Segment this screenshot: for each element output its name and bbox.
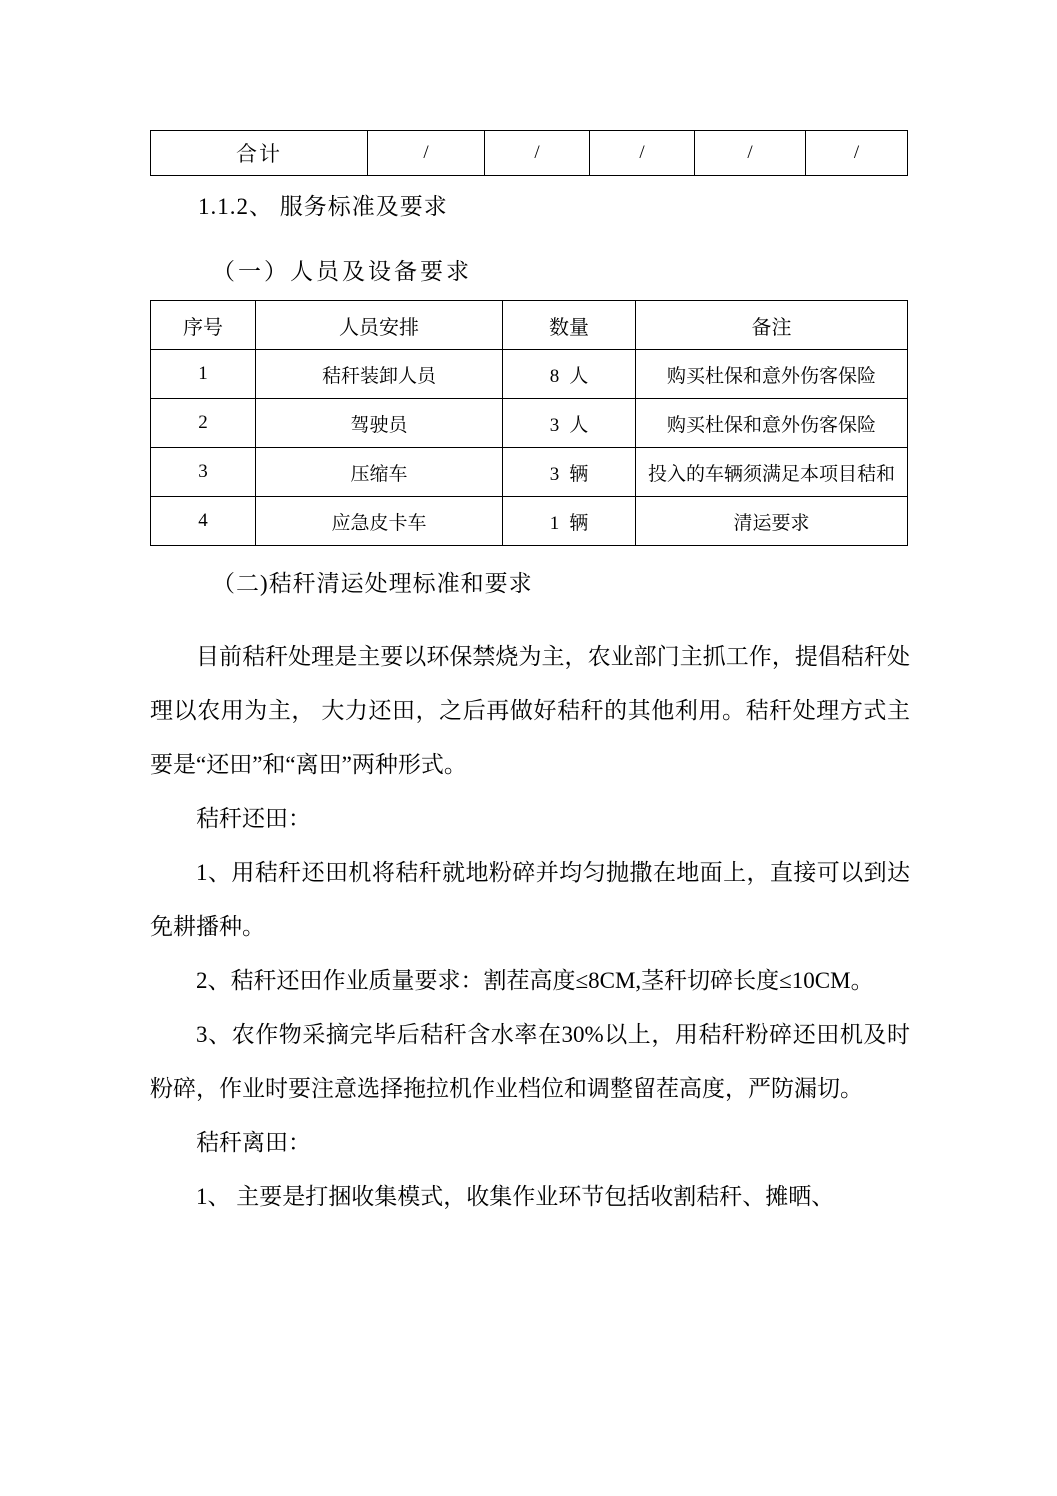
body-content [150,630,910,1224]
row-quantity-number: 3 [549,463,560,485]
row-quantity-unit: 辆 [569,512,589,534]
row-index: 3 [151,448,256,497]
row-role: 应急皮卡车 [256,497,503,546]
paragraph: 秸秆还田： [196,806,311,831]
row-note: 清运要求 [636,497,908,546]
summary-cell: / [590,131,695,176]
header-note: 备注 [636,301,908,350]
header-quantity: 数量 [503,301,636,350]
row-quantity [503,448,636,497]
row-quantity-unit: 辆 [569,463,589,485]
summary-table [150,130,908,176]
staff-equipment-table [150,300,908,546]
row-role: 驾驶员 [256,399,503,448]
summary-cell: / [485,131,590,176]
row-quantity-number: 8 [549,365,560,387]
table-row [151,448,908,497]
row-quantity [503,350,636,399]
row-quantity-number: 1 [549,512,560,534]
header-index: 序号 [151,301,256,350]
subsection-a-title: （一）人员及设备要求 [212,259,472,284]
summary-label: 合计 [151,131,368,176]
row-role: 压缩车 [256,448,503,497]
paragraph: 3、农作物采摘完毕后秸秆含水率在30%以上，用秸秆粉碎还田机及时粉碎，作业时要注意选择拖拉机作业档位和调整留茬高度，严防漏切。 [150,1022,910,1101]
row-role: 秸秆装卸人员 [256,350,503,399]
paragraph: 1、 主要是打捆收集模式，收集作业环节包括收割秸秆、摊晒、 [196,1184,835,1209]
row-index: 1 [151,350,256,399]
row-note: 购买杜保和意外伤客保险 [636,350,908,399]
section-number-title: 1.1.2、 服务标准及要求 [198,194,448,219]
row-quantity-unit: 人 [569,365,589,387]
paragraph: 1、用秸秆还田机将秸秆就地粉碎并均匀抛撒在地面上，直接可以到达免耕播种。 [150,860,910,939]
subsection-b-title: （二)秸秆清运处理标准和要求 [212,571,533,596]
table-row [151,131,908,176]
table-header-row [151,301,908,350]
row-index: 2 [151,399,256,448]
paragraph: 2、秸秆还田作业质量要求：割茬高度≤8CM,茎秆切碎长度≤10CM。 [196,968,874,993]
row-quantity [503,399,636,448]
summary-cell: / [695,131,806,176]
row-note: 购买杜保和意外伤客保险 [636,399,908,448]
summary-cell: / [368,131,485,176]
table-row [151,399,908,448]
table-row [151,350,908,399]
row-index: 4 [151,497,256,546]
paragraph: 秸秆离田： [196,1130,311,1155]
paragraph: 目前秸秆处理是主要以环保禁烧为主，农业部门主抓工作，提倡秸秆处理以农用为主， 大力还田，之后再做好秸秆的其他利用。秸秆处理方式主要是“还田”和“离田”两种形式。 [150,644,910,777]
header-role: 人员安排 [256,301,503,350]
row-quantity-number: 3 [549,414,560,436]
row-quantity [503,497,636,546]
row-quantity-unit: 人 [569,414,589,436]
table-row [151,497,908,546]
summary-cell: / [806,131,908,176]
row-note: 投入的车辆须满足本项目秸和 [636,448,908,497]
